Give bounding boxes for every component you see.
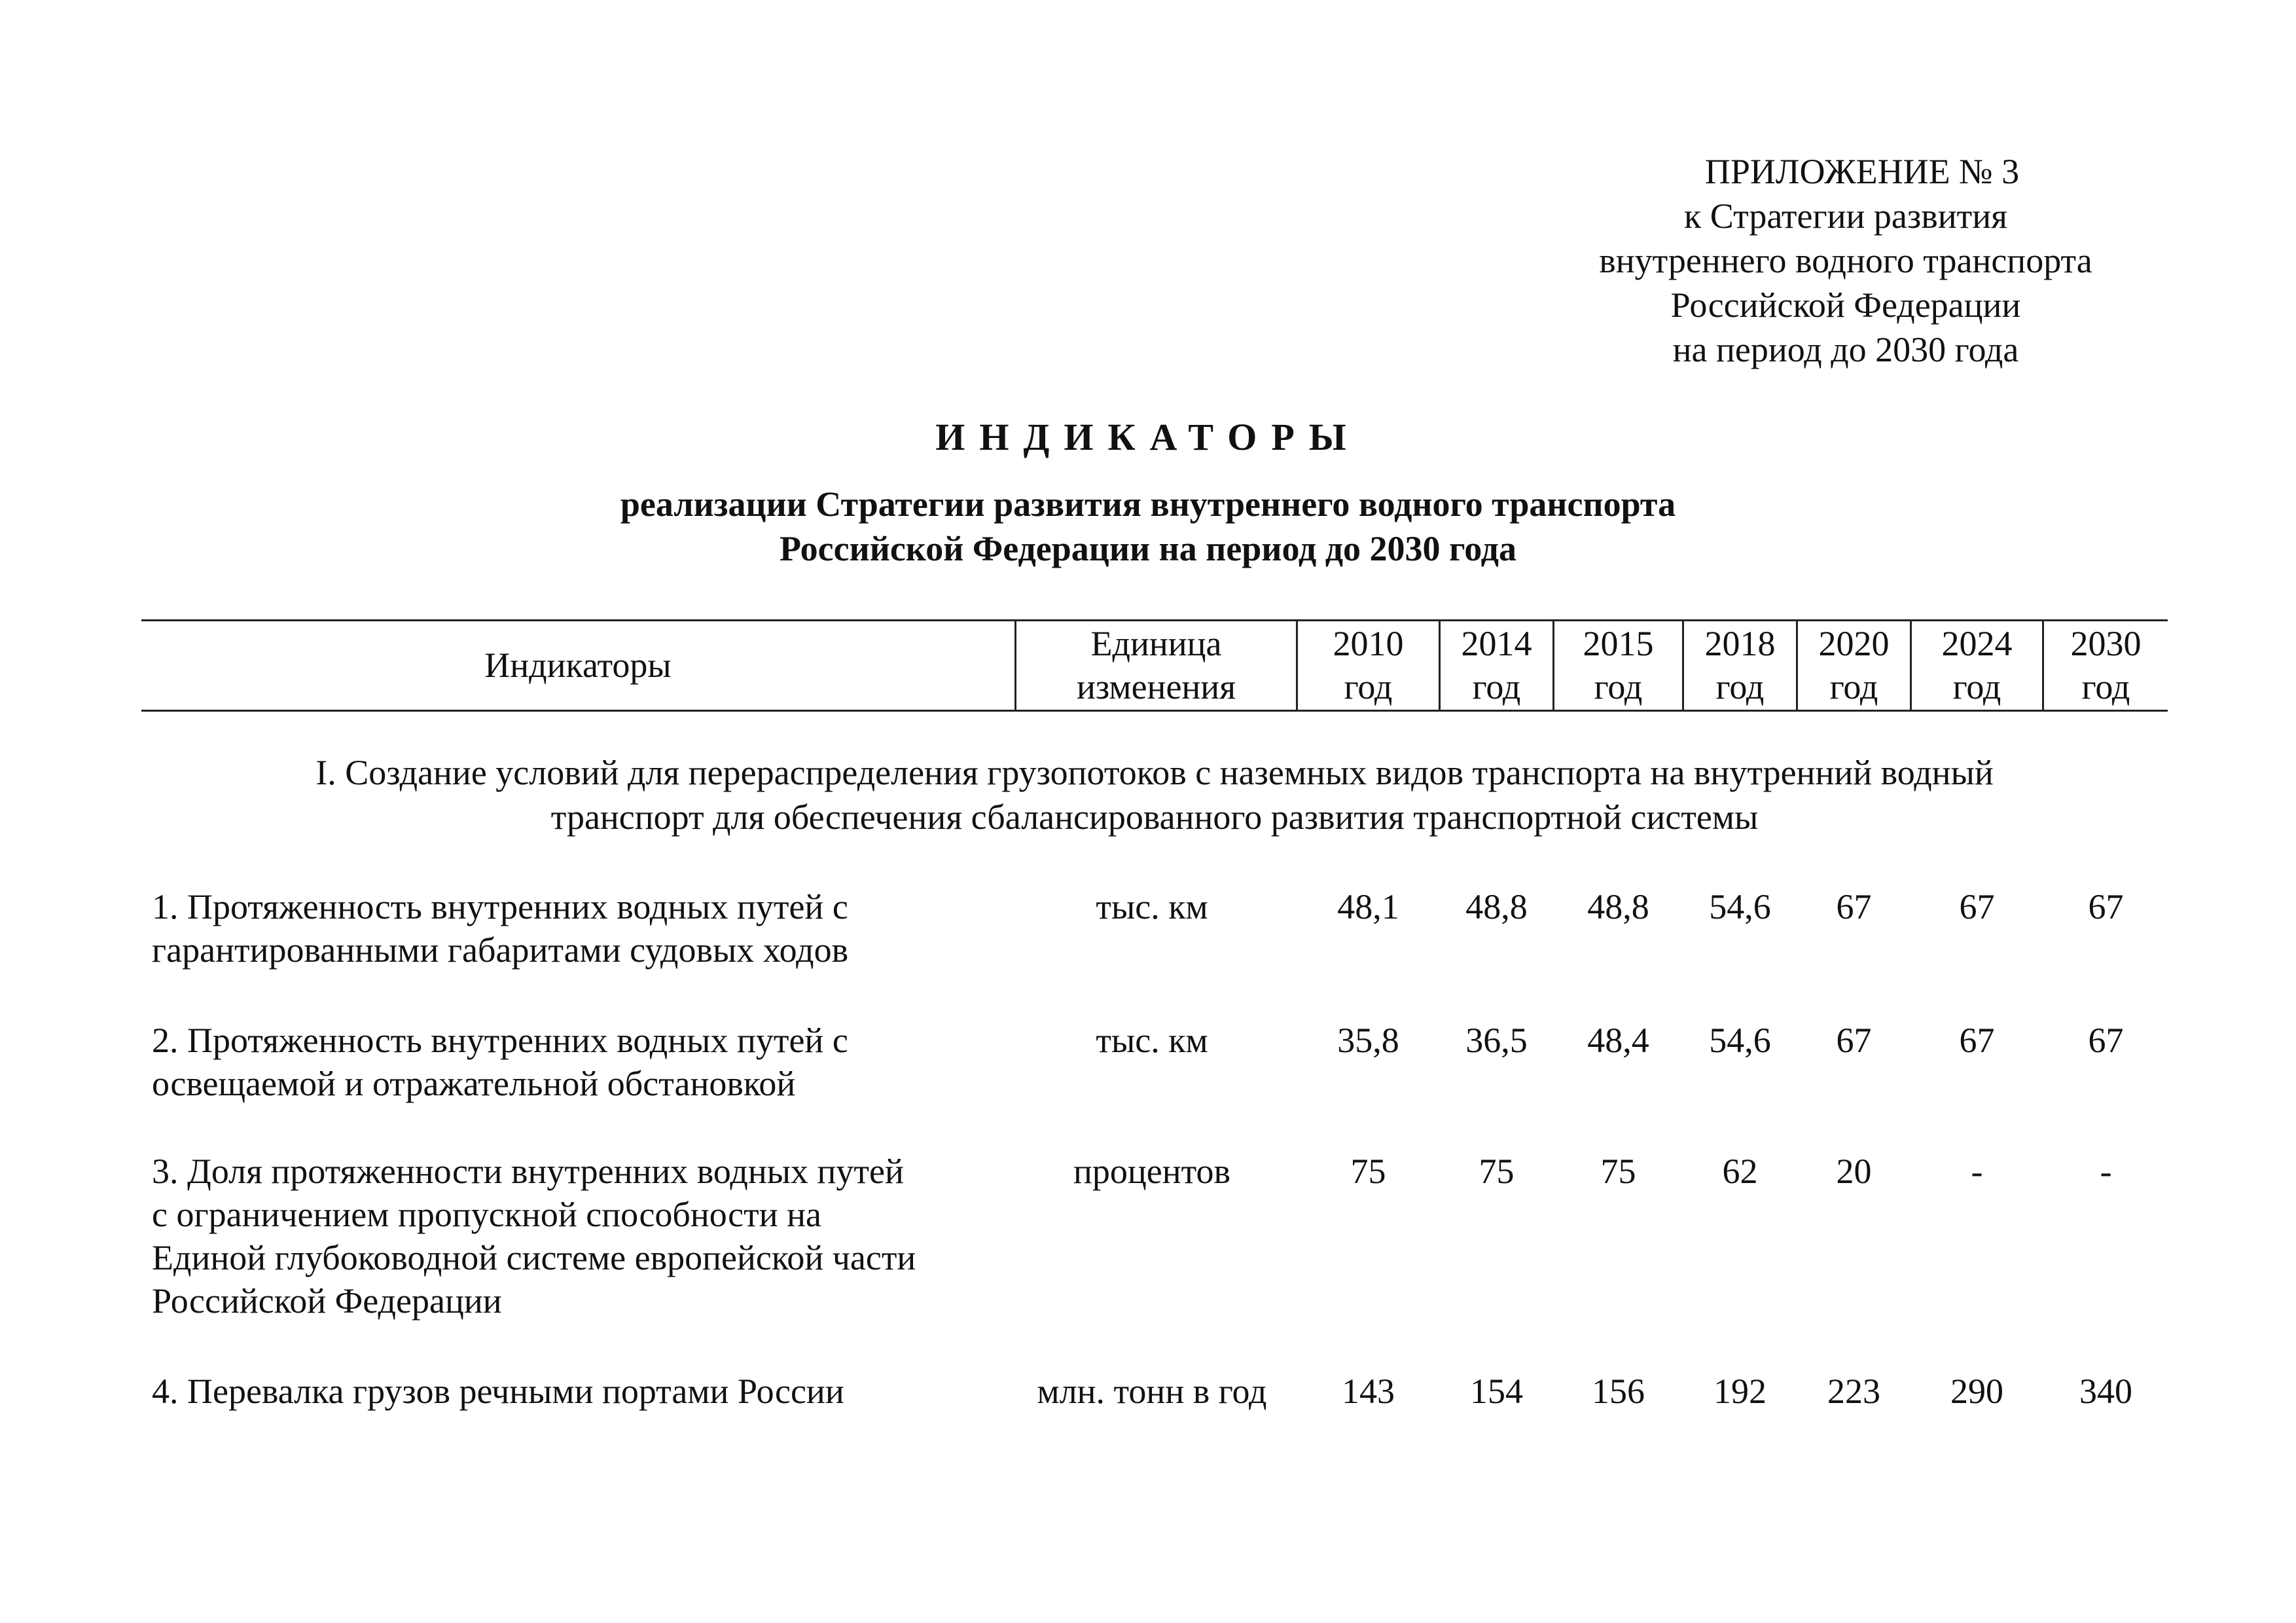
- header-year: 2030: [2070, 624, 2142, 663]
- row-3-value-2010: 75: [1350, 1152, 1386, 1191]
- section-heading: [141, 750, 2168, 839]
- indicator-line: Российской Федерации: [152, 1281, 502, 1321]
- header-year: 2010: [1333, 624, 1404, 663]
- row-2-value-2018: 54,6: [1709, 1021, 1771, 1060]
- row-1-value-2020: 67: [1836, 887, 1872, 926]
- header-unit: [1016, 621, 1296, 710]
- row-1-value-2015: 48,8: [1587, 887, 1649, 926]
- header-year-word: год: [1715, 667, 1765, 706]
- header-year-word: год: [2081, 667, 2130, 706]
- row-4-value-2018: 192: [1713, 1372, 1767, 1411]
- row-3-value-2020: 20: [1836, 1152, 1872, 1191]
- header-year-word: год: [1472, 667, 1521, 706]
- subtitle-line: Российской Федерации на период до 2030 года: [780, 529, 1516, 568]
- row-3-unit: процентов: [1073, 1152, 1231, 1191]
- row-2-value-2020: 67: [1836, 1021, 1872, 1060]
- header-indicators: [141, 621, 1014, 710]
- header-year-2024: [1912, 621, 2042, 710]
- header-year: 2015: [1583, 624, 1654, 663]
- row-2-value-2015: 48,4: [1587, 1021, 1649, 1060]
- row-4-value-2010: 143: [1342, 1372, 1395, 1411]
- row-2-unit: тыс. км: [1096, 1021, 1208, 1060]
- header-unit-line: Единица: [1090, 624, 1222, 663]
- row-4-value-2020: 223: [1827, 1372, 1880, 1411]
- row-1-value-2014: 48,8: [1465, 887, 1528, 926]
- row-2-value-2010: 35,8: [1337, 1021, 1399, 1060]
- appendix-line: к Стратегии развития: [1684, 196, 2007, 236]
- row-1-value-2010: 48,1: [1337, 887, 1399, 926]
- row-4-value-2024: 290: [1950, 1372, 2003, 1411]
- section-heading-line: транспорт для обеспечения сбалансированного развития транспортной системы: [550, 797, 1759, 837]
- header-year: 2024: [1941, 624, 2013, 663]
- header-year: 2020: [1818, 624, 1890, 663]
- header-year: 2014: [1461, 624, 1532, 663]
- header-year-2018: [1684, 621, 1796, 710]
- document-title: ИНДИКАТОРЫ: [935, 416, 1361, 458]
- header-year-2020: [1798, 621, 1910, 710]
- indicator-line: 3. Доля протяженности внутренних водных путей: [152, 1152, 904, 1191]
- indicator-line: с ограничением пропускной способности на: [152, 1195, 821, 1234]
- header-year-word: год: [1952, 667, 2001, 706]
- row-1-value-2030: 67: [2088, 887, 2124, 926]
- row-3-value-2024: -: [1971, 1152, 1983, 1191]
- row-1-unit: тыс. км: [1096, 887, 1208, 926]
- row-1-indicator: [152, 885, 1016, 972]
- row-1-value-2024: 67: [1959, 887, 1995, 926]
- indicator-line: Единой глубоководной системе европейской части: [152, 1238, 916, 1277]
- header-year-2010: [1298, 621, 1439, 710]
- indicator-line: гарантированными габаритами судовых ходов: [152, 930, 849, 970]
- indicator-line: освещаемой и отражательной обстановкой: [152, 1064, 796, 1103]
- table-header-bottom-rule: [141, 710, 2168, 712]
- row-3-indicator: [152, 1150, 1016, 1322]
- indicator-line: 2. Протяженность внутренних водных путей с: [152, 1021, 848, 1060]
- row-3-value-2030: -: [2100, 1152, 2112, 1191]
- row-4-value-2015: 156: [1592, 1372, 1645, 1411]
- header-indicators-label: Индикаторы: [484, 646, 672, 685]
- header-unit-line: изменения: [1076, 667, 1236, 706]
- row-2-value-2030: 67: [2088, 1021, 2124, 1060]
- row-4-unit: млн. тонн в год: [1037, 1372, 1267, 1411]
- indicator-line: 1. Протяженность внутренних водных путей с: [152, 887, 848, 926]
- header-year-word: год: [1344, 667, 1393, 706]
- document-subtitle: [0, 482, 2296, 571]
- row-2-value-2014: 36,5: [1465, 1021, 1528, 1060]
- row-3-value-2014: 75: [1479, 1152, 1515, 1191]
- row-4-value-2030: 340: [2079, 1372, 2132, 1411]
- row-2-indicator: [152, 1019, 1016, 1105]
- appendix-block: [1518, 149, 2173, 372]
- row-2-value-2024: 67: [1959, 1021, 1995, 1060]
- row-3-value-2015: 75: [1600, 1152, 1636, 1191]
- header-year-word: год: [1829, 667, 1878, 706]
- appendix-line: внутреннего водного транспорта: [1599, 241, 2092, 280]
- appendix-line: Российской Федерации: [1670, 285, 2021, 325]
- header-year-2030: [2044, 621, 2168, 710]
- header-year-word: год: [1594, 667, 1643, 706]
- header-year-2014: [1441, 621, 1552, 710]
- section-heading-line: I. Создание условий для перераспределения грузопотоков с наземных видов транспорта на внутренний водный: [315, 753, 1994, 792]
- row-3-value-2018: 62: [1722, 1152, 1758, 1191]
- appendix-line: на период до 2030 года: [1672, 330, 2019, 369]
- subtitle-line: реализации Стратегии развития внутреннего водного транспорта: [620, 484, 1676, 524]
- header-year-2015: [1554, 621, 1682, 710]
- row-4-value-2014: 154: [1470, 1372, 1523, 1411]
- indicator-line: 4. Перевалка грузов речными портами России: [152, 1372, 844, 1411]
- header-year: 2018: [1704, 624, 1776, 663]
- row-4-indicator: [152, 1370, 1016, 1413]
- appendix-number: ПРИЛОЖЕНИЕ № 3: [1704, 152, 2020, 191]
- row-1-value-2018: 54,6: [1709, 887, 1771, 926]
